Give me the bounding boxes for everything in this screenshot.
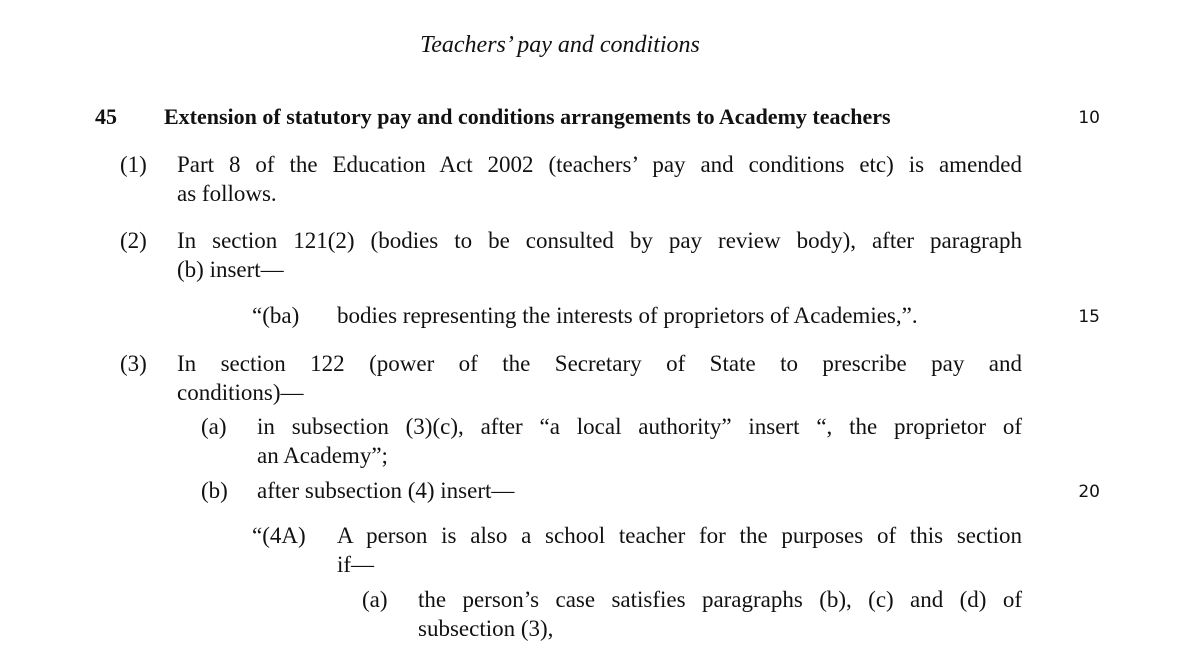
paragraph-a-line-2: an Academy”; (257, 443, 388, 468)
insert-ba-label: “(ba) (252, 303, 300, 328)
insert-4a-item-a-label: (a) (362, 587, 388, 612)
subsection-3-line-2: conditions)— (177, 380, 304, 405)
insert-4a-item-a-line-1: the person’s case satisfies paragraphs (b), (c) and (d) of (418, 587, 1022, 612)
subsection-2-line-2: (b) insert— (177, 257, 284, 282)
paragraph-b-label: (b) (201, 478, 228, 503)
paragraph-b-text: after subsection (4) insert— (257, 478, 515, 503)
subsection-3-line-1: In section 122 (power of the Secretary of State to prescribe pay and (177, 351, 1022, 376)
subsection-1-line-2: as follows. (177, 181, 277, 206)
line-number-15: 15 (1078, 307, 1100, 327)
insert-4a-item-a-line-2: subsection (3), (418, 616, 554, 641)
insert-4a-line-1: A person is also a school teacher for the purposes of this section (337, 523, 1022, 548)
subsection-3-label: (3) (120, 351, 147, 376)
subsection-1-line-1: Part 8 of the Education Act 2002 (teachers’ pay and conditions etc) is amended (177, 152, 1022, 177)
subsection-2-label: (2) (120, 228, 147, 253)
subsection-1-label: (1) (120, 152, 147, 177)
line-number-10: 10 (1078, 108, 1100, 128)
insert-4a-line-2: if— (337, 552, 375, 577)
section-title: Extension of statutory pay and conditions arrangements to Academy teachers (164, 104, 891, 129)
line-number-20: 20 (1078, 482, 1100, 502)
running-header: Teachers’ pay and conditions (420, 32, 700, 58)
insert-ba-text: bodies representing the interests of proprietors of Academies,”. (337, 303, 918, 328)
insert-4a-label: “(4A) (252, 523, 306, 548)
paragraph-a-label: (a) (201, 414, 227, 439)
subsection-2-line-1: In section 121(2) (bodies to be consulted by pay review body), after paragraph (177, 228, 1022, 253)
paragraph-a-line-1: in subsection (3)(c), after “a local authority” insert “, the proprietor of (257, 414, 1022, 439)
section-number: 45 (95, 104, 117, 129)
